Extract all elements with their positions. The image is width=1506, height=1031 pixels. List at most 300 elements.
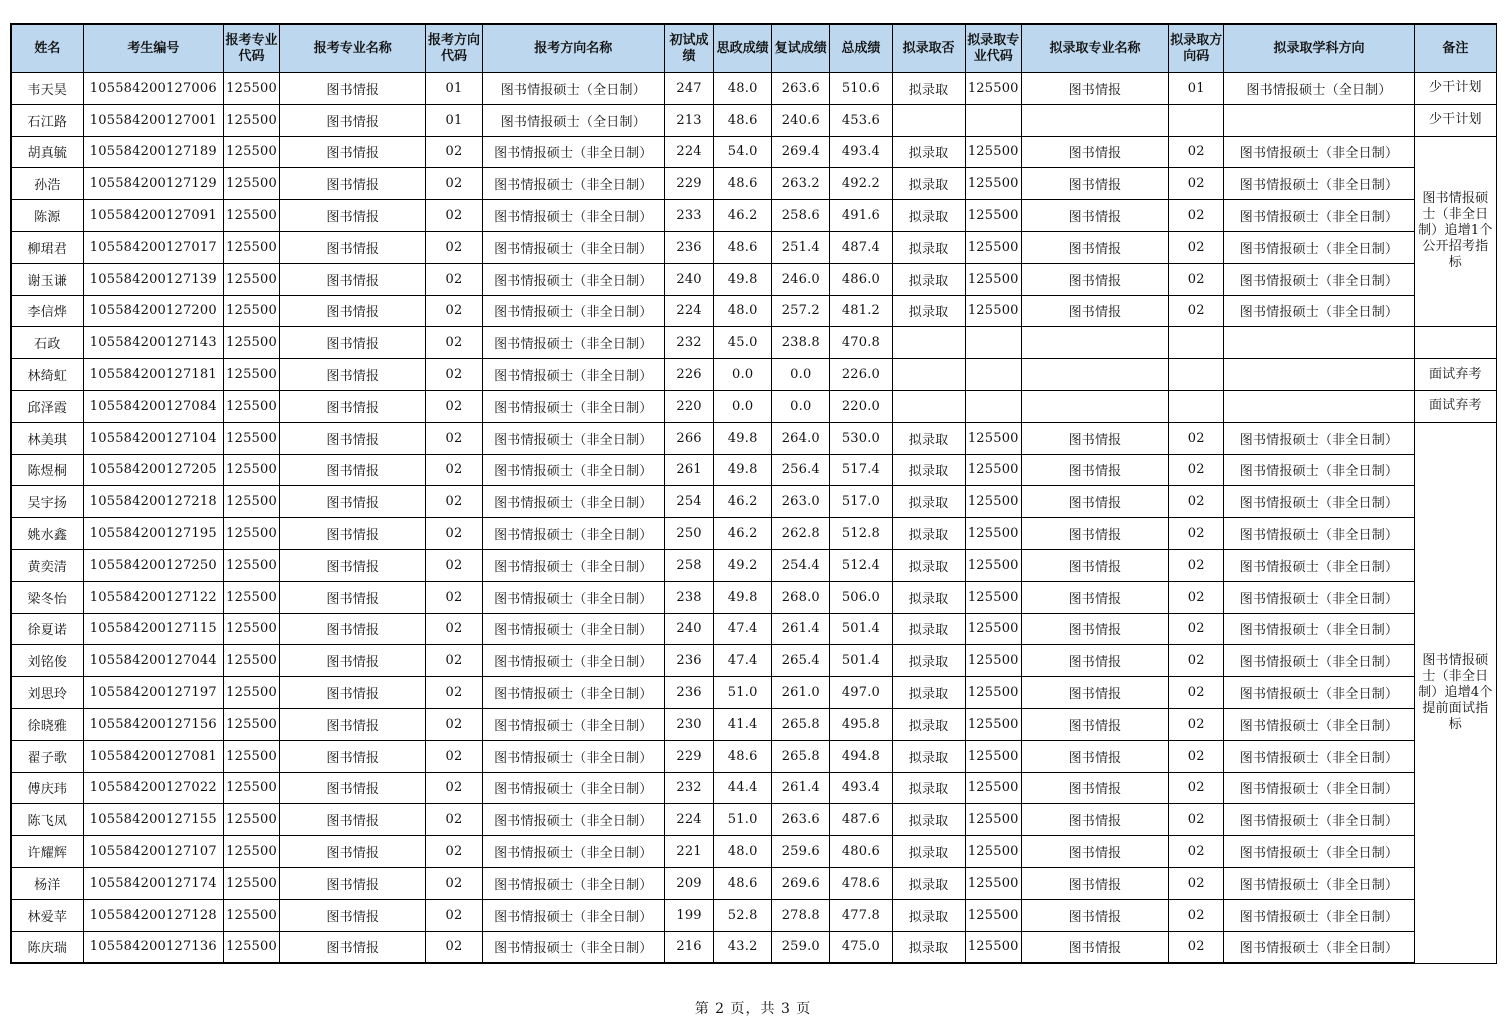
admission-status-cell: 拟录取	[892, 740, 965, 772]
total-score-cell: 497.0	[830, 677, 892, 709]
applied-direction-code-cell: 02	[426, 581, 482, 613]
applied-major-name-cell: 图书情报	[280, 200, 426, 232]
politics-score-cell: 41.4	[714, 708, 772, 740]
total-score-cell: 487.6	[830, 804, 892, 836]
politics-score-cell: 48.6	[714, 867, 772, 899]
politics-score-cell: 47.4	[714, 645, 772, 677]
admitted-major-code-cell: 125500	[965, 136, 1021, 168]
admitted-direction-code-cell: 02	[1169, 645, 1224, 677]
applied-direction-code-cell: 02	[426, 327, 482, 359]
admitted-direction-code-cell: 02	[1169, 168, 1224, 200]
applied-major-code-cell: 125500	[223, 200, 279, 232]
admission-status-cell: 拟录取	[892, 231, 965, 263]
candidate-id-cell: 105584200127091	[83, 200, 223, 232]
name-cell: 翟子歌	[11, 740, 83, 772]
candidate-id-cell: 105584200127006	[83, 73, 223, 105]
applied-direction-name-cell: 图书情报硕士（全日制）	[482, 104, 664, 136]
candidate-id-cell: 105584200127129	[83, 168, 223, 200]
retest-score-cell: 261.0	[772, 677, 830, 709]
name-cell: 韦天昊	[11, 73, 83, 105]
admitted-major-name-cell: 图书情报	[1021, 740, 1168, 772]
applied-major-code-cell: 125500	[223, 168, 279, 200]
remark-cell: 面试弃考	[1414, 359, 1496, 391]
applied-direction-name-cell: 图书情报硕士（非全日制）	[482, 422, 664, 454]
admitted-direction-cell	[1224, 390, 1414, 422]
retest-score-cell: 262.8	[772, 518, 830, 550]
admitted-major-code-cell	[965, 390, 1021, 422]
admitted-direction-cell	[1224, 327, 1414, 359]
admitted-direction-code-cell	[1169, 390, 1224, 422]
admission-status-cell: 拟录取	[892, 295, 965, 327]
politics-score-cell: 48.6	[714, 104, 772, 136]
column-header: 总成绩	[830, 24, 892, 73]
applied-direction-name-cell: 图书情报硕士（非全日制）	[482, 168, 664, 200]
applied-major-name-cell: 图书情报	[280, 740, 426, 772]
admission-status-cell: 拟录取	[892, 613, 965, 645]
applied-direction-code-cell: 02	[426, 899, 482, 931]
retest-score-cell: 246.0	[772, 263, 830, 295]
table-row	[11, 390, 1497, 422]
applied-direction-code-cell: 02	[426, 613, 482, 645]
politics-score-cell: 49.2	[714, 549, 772, 581]
candidate-id-cell: 105584200127174	[83, 867, 223, 899]
admitted-major-name-cell: 图书情报	[1021, 136, 1168, 168]
admission-status-cell	[892, 327, 965, 359]
candidate-id-cell: 105584200127156	[83, 708, 223, 740]
admitted-direction-cell: 图书情报硕士（非全日制）	[1224, 867, 1414, 899]
applied-major-code-cell: 125500	[223, 136, 279, 168]
column-header: 思政成绩	[714, 24, 772, 73]
admitted-major-code-cell: 125500	[965, 804, 1021, 836]
admitted-major-name-cell: 图书情报	[1021, 645, 1168, 677]
table-row	[11, 295, 1497, 327]
applied-direction-code-cell: 02	[426, 263, 482, 295]
applied-direction-code-cell: 02	[426, 231, 482, 263]
applied-major-name-cell: 图书情报	[280, 645, 426, 677]
candidate-id-cell: 105584200127181	[83, 359, 223, 391]
applied-direction-name-cell: 图书情报硕士（非全日制）	[482, 677, 664, 709]
admitted-major-name-cell	[1021, 104, 1168, 136]
admitted-direction-cell: 图书情报硕士（全日制）	[1224, 73, 1414, 105]
admission-table	[10, 23, 1497, 964]
admitted-direction-code-cell: 02	[1169, 231, 1224, 263]
column-header: 报考专业名称	[280, 24, 426, 73]
remark-cell: 图书情报硕士（非全日制）追增4个提前面试指标	[1414, 422, 1496, 963]
column-header: 拟录取学科方向	[1224, 24, 1414, 73]
candidate-id-cell: 105584200127189	[83, 136, 223, 168]
remark-cell	[1414, 327, 1496, 359]
admitted-major-code-cell: 125500	[965, 581, 1021, 613]
applied-direction-name-cell: 图书情报硕士（非全日制）	[482, 613, 664, 645]
initial-score-cell: 224	[665, 804, 714, 836]
admission-status-cell: 拟录取	[892, 422, 965, 454]
admitted-major-code-cell: 125500	[965, 645, 1021, 677]
applied-major-code-cell: 125500	[223, 327, 279, 359]
initial-score-cell: 209	[665, 867, 714, 899]
admitted-major-name-cell	[1021, 390, 1168, 422]
admitted-major-code-cell: 125500	[965, 931, 1021, 963]
applied-direction-name-cell: 图书情报硕士（非全日制）	[482, 645, 664, 677]
retest-score-cell: 254.4	[772, 549, 830, 581]
politics-score-cell: 49.8	[714, 422, 772, 454]
name-cell: 陈飞凤	[11, 804, 83, 836]
name-cell: 陈煜桐	[11, 454, 83, 486]
admitted-major-name-cell: 图书情报	[1021, 263, 1168, 295]
admitted-major-code-cell	[965, 327, 1021, 359]
applied-major-code-cell: 125500	[223, 486, 279, 518]
initial-score-cell: 232	[665, 327, 714, 359]
table-row	[11, 867, 1497, 899]
applied-major-name-cell: 图书情报	[280, 931, 426, 963]
initial-score-cell: 221	[665, 836, 714, 868]
politics-score-cell: 43.2	[714, 931, 772, 963]
applied-direction-name-cell: 图书情报硕士（全日制）	[482, 73, 664, 105]
applied-direction-code-cell: 02	[426, 136, 482, 168]
admission-status-cell: 拟录取	[892, 136, 965, 168]
total-score-cell: 501.4	[830, 613, 892, 645]
candidate-id-cell: 105584200127200	[83, 295, 223, 327]
admitted-major-name-cell: 图书情报	[1021, 804, 1168, 836]
admitted-direction-code-cell: 02	[1169, 581, 1224, 613]
retest-score-cell: 259.6	[772, 836, 830, 868]
initial-score-cell: 236	[665, 645, 714, 677]
applied-major-code-cell: 125500	[223, 772, 279, 804]
initial-score-cell: 232	[665, 772, 714, 804]
admitted-direction-cell: 图书情报硕士（非全日制）	[1224, 200, 1414, 232]
name-cell: 柳珺君	[11, 231, 83, 263]
admitted-direction-code-cell: 02	[1169, 867, 1224, 899]
admitted-major-code-cell: 125500	[965, 708, 1021, 740]
politics-score-cell: 0.0	[714, 390, 772, 422]
retest-score-cell: 261.4	[772, 613, 830, 645]
retest-score-cell: 0.0	[772, 390, 830, 422]
admitted-major-name-cell: 图书情报	[1021, 549, 1168, 581]
total-score-cell: 226.0	[830, 359, 892, 391]
applied-major-code-cell: 125500	[223, 931, 279, 963]
applied-major-name-cell: 图书情报	[280, 677, 426, 709]
applied-direction-name-cell: 图书情报硕士（非全日制）	[482, 454, 664, 486]
admitted-direction-cell: 图书情报硕士（非全日制）	[1224, 168, 1414, 200]
admitted-direction-code-cell: 02	[1169, 613, 1224, 645]
admitted-direction-code-cell: 02	[1169, 200, 1224, 232]
total-score-cell: 492.2	[830, 168, 892, 200]
applied-major-code-cell: 125500	[223, 454, 279, 486]
table-row	[11, 454, 1497, 486]
table-row	[11, 327, 1497, 359]
politics-score-cell: 46.2	[714, 518, 772, 550]
admitted-major-name-cell: 图书情报	[1021, 708, 1168, 740]
name-cell: 傅庆玮	[11, 772, 83, 804]
applied-major-code-cell: 125500	[223, 104, 279, 136]
initial-score-cell: 258	[665, 549, 714, 581]
retest-score-cell: 240.6	[772, 104, 830, 136]
applied-direction-name-cell: 图书情报硕士（非全日制）	[482, 327, 664, 359]
table-row	[11, 549, 1497, 581]
admission-status-cell: 拟录取	[892, 804, 965, 836]
table-row	[11, 613, 1497, 645]
applied-major-code-cell: 125500	[223, 804, 279, 836]
admitted-direction-cell: 图书情报硕士（非全日制）	[1224, 295, 1414, 327]
applied-direction-code-cell: 02	[426, 454, 482, 486]
admitted-direction-code-cell: 02	[1169, 836, 1224, 868]
initial-score-cell: 224	[665, 295, 714, 327]
admitted-direction-cell: 图书情报硕士（非全日制）	[1224, 740, 1414, 772]
applied-direction-name-cell: 图书情报硕士（非全日制）	[482, 390, 664, 422]
table-row	[11, 740, 1497, 772]
admitted-major-name-cell: 图书情报	[1021, 581, 1168, 613]
applied-major-code-cell: 125500	[223, 645, 279, 677]
applied-direction-name-cell: 图书情报硕士（非全日制）	[482, 486, 664, 518]
candidate-id-cell: 105584200127136	[83, 931, 223, 963]
column-header: 拟录取方向码	[1169, 24, 1224, 73]
applied-direction-name-cell: 图书情报硕士（非全日制）	[482, 931, 664, 963]
name-cell: 徐夏诺	[11, 613, 83, 645]
applied-direction-code-cell: 02	[426, 518, 482, 550]
admitted-direction-cell: 图书情报硕士（非全日制）	[1224, 613, 1414, 645]
admission-status-cell: 拟录取	[892, 645, 965, 677]
table-row	[11, 581, 1497, 613]
admitted-major-code-cell: 125500	[965, 231, 1021, 263]
name-cell: 陈源	[11, 200, 83, 232]
admitted-major-name-cell: 图书情报	[1021, 295, 1168, 327]
initial-score-cell: 240	[665, 263, 714, 295]
applied-major-code-cell: 125500	[223, 867, 279, 899]
initial-score-cell: 261	[665, 454, 714, 486]
admitted-direction-code-cell: 02	[1169, 263, 1224, 295]
table-body	[11, 73, 1497, 964]
admitted-major-code-cell: 125500	[965, 454, 1021, 486]
admission-status-cell: 拟录取	[892, 581, 965, 613]
admitted-major-code-cell	[965, 104, 1021, 136]
applied-direction-code-cell: 02	[426, 804, 482, 836]
admission-status-cell: 拟录取	[892, 549, 965, 581]
initial-score-cell: 238	[665, 581, 714, 613]
politics-score-cell: 0.0	[714, 359, 772, 391]
admitted-direction-code-cell: 02	[1169, 772, 1224, 804]
table-row	[11, 518, 1497, 550]
retest-score-cell: 263.2	[772, 168, 830, 200]
total-score-cell: 493.4	[830, 136, 892, 168]
admitted-major-code-cell: 125500	[965, 73, 1021, 105]
column-header: 拟录取专业名称	[1021, 24, 1168, 73]
admitted-direction-cell: 图书情报硕士（非全日制）	[1224, 486, 1414, 518]
column-header: 报考专业代码	[223, 24, 279, 73]
admitted-direction-cell: 图书情报硕士（非全日制）	[1224, 581, 1414, 613]
admission-status-cell: 拟录取	[892, 677, 965, 709]
candidate-id-cell: 105584200127128	[83, 899, 223, 931]
applied-direction-name-cell: 图书情报硕士（非全日制）	[482, 518, 664, 550]
table-row	[11, 136, 1497, 168]
column-header: 拟录取否	[892, 24, 965, 73]
table-row	[11, 168, 1497, 200]
applied-direction-code-cell: 02	[426, 677, 482, 709]
admitted-direction-code-cell: 02	[1169, 931, 1224, 963]
applied-direction-code-cell: 02	[426, 867, 482, 899]
admission-status-cell: 拟录取	[892, 836, 965, 868]
column-header: 报考方向名称	[482, 24, 664, 73]
admission-status-cell: 拟录取	[892, 772, 965, 804]
applied-direction-code-cell: 02	[426, 295, 482, 327]
applied-major-code-cell: 125500	[223, 263, 279, 295]
initial-score-cell: 216	[665, 931, 714, 963]
admitted-major-name-cell: 图书情报	[1021, 677, 1168, 709]
retest-score-cell: 263.0	[772, 486, 830, 518]
retest-score-cell: 265.4	[772, 645, 830, 677]
admitted-major-name-cell: 图书情报	[1021, 73, 1168, 105]
applied-major-name-cell: 图书情报	[280, 454, 426, 486]
admitted-direction-code-cell	[1169, 327, 1224, 359]
name-cell: 刘思玲	[11, 677, 83, 709]
total-score-cell: 220.0	[830, 390, 892, 422]
applied-direction-name-cell: 图书情报硕士（非全日制）	[482, 359, 664, 391]
applied-major-code-cell: 125500	[223, 740, 279, 772]
name-cell: 李信烨	[11, 295, 83, 327]
admission-status-cell: 拟录取	[892, 518, 965, 550]
table-row	[11, 359, 1497, 391]
name-cell: 林美琪	[11, 422, 83, 454]
admitted-major-name-cell: 图书情报	[1021, 836, 1168, 868]
candidate-id-cell: 105584200127250	[83, 549, 223, 581]
applied-major-name-cell: 图书情报	[280, 422, 426, 454]
politics-score-cell: 48.0	[714, 295, 772, 327]
admitted-direction-cell: 图书情报硕士（非全日制）	[1224, 677, 1414, 709]
total-score-cell: 493.4	[830, 772, 892, 804]
admitted-major-name-cell: 图书情报	[1021, 899, 1168, 931]
applied-direction-name-cell: 图书情报硕士（非全日制）	[482, 581, 664, 613]
candidate-id-cell: 105584200127084	[83, 390, 223, 422]
total-score-cell: 453.6	[830, 104, 892, 136]
applied-major-name-cell: 图书情报	[280, 581, 426, 613]
admitted-direction-code-cell: 02	[1169, 136, 1224, 168]
politics-score-cell: 47.4	[714, 613, 772, 645]
table-row	[11, 772, 1497, 804]
name-cell: 杨洋	[11, 867, 83, 899]
politics-score-cell: 46.2	[714, 486, 772, 518]
applied-major-code-cell: 125500	[223, 708, 279, 740]
candidate-id-cell: 105584200127218	[83, 486, 223, 518]
applied-major-code-cell: 125500	[223, 518, 279, 550]
total-score-cell: 501.4	[830, 645, 892, 677]
admitted-major-name-cell: 图书情报	[1021, 613, 1168, 645]
applied-major-name-cell: 图书情报	[280, 518, 426, 550]
applied-direction-code-cell: 02	[426, 549, 482, 581]
admitted-major-name-cell: 图书情报	[1021, 454, 1168, 486]
applied-direction-name-cell: 图书情报硕士（非全日制）	[482, 740, 664, 772]
applied-direction-name-cell: 图书情报硕士（非全日制）	[482, 772, 664, 804]
admitted-major-code-cell: 125500	[965, 295, 1021, 327]
applied-direction-code-cell: 02	[426, 168, 482, 200]
admitted-major-code-cell: 125500	[965, 867, 1021, 899]
admission-status-cell: 拟录取	[892, 263, 965, 295]
candidate-id-cell: 105584200127195	[83, 518, 223, 550]
admitted-direction-cell: 图书情报硕士（非全日制）	[1224, 804, 1414, 836]
admitted-direction-cell: 图书情报硕士（非全日制）	[1224, 645, 1414, 677]
applied-direction-code-cell: 02	[426, 836, 482, 868]
initial-score-cell: 229	[665, 740, 714, 772]
column-header: 备注	[1414, 24, 1496, 73]
candidate-id-cell: 105584200127017	[83, 231, 223, 263]
name-cell: 林爱苹	[11, 899, 83, 931]
admitted-direction-cell: 图书情报硕士（非全日制）	[1224, 454, 1414, 486]
table-row	[11, 263, 1497, 295]
applied-major-name-cell: 图书情报	[280, 136, 426, 168]
retest-score-cell: 278.8	[772, 899, 830, 931]
retest-score-cell: 268.0	[772, 581, 830, 613]
politics-score-cell: 46.2	[714, 200, 772, 232]
applied-major-name-cell: 图书情报	[280, 263, 426, 295]
initial-score-cell: 254	[665, 486, 714, 518]
applied-major-name-cell: 图书情报	[280, 231, 426, 263]
applied-major-code-cell: 125500	[223, 836, 279, 868]
politics-score-cell: 52.8	[714, 899, 772, 931]
applied-major-name-cell: 图书情报	[280, 295, 426, 327]
retest-score-cell: 238.8	[772, 327, 830, 359]
admission-status-cell	[892, 104, 965, 136]
column-header: 初试成绩	[665, 24, 714, 73]
retest-score-cell: 261.4	[772, 772, 830, 804]
name-cell: 陈庆瑞	[11, 931, 83, 963]
admitted-direction-cell: 图书情报硕士（非全日制）	[1224, 549, 1414, 581]
remark-cell: 少干计划	[1414, 104, 1496, 136]
column-header: 报考方向代码	[426, 24, 482, 73]
applied-major-code-cell: 125500	[223, 295, 279, 327]
admitted-major-name-cell: 图书情报	[1021, 772, 1168, 804]
initial-score-cell: 226	[665, 359, 714, 391]
total-score-cell: 506.0	[830, 581, 892, 613]
total-score-cell: 512.4	[830, 549, 892, 581]
admitted-direction-code-cell: 02	[1169, 549, 1224, 581]
applied-major-name-cell: 图书情报	[280, 867, 426, 899]
applied-direction-code-cell: 02	[426, 422, 482, 454]
admitted-major-code-cell: 125500	[965, 772, 1021, 804]
total-score-cell: 495.8	[830, 708, 892, 740]
initial-score-cell: 229	[665, 168, 714, 200]
admitted-direction-code-cell: 02	[1169, 422, 1224, 454]
applied-major-code-cell: 125500	[223, 677, 279, 709]
retest-score-cell: 263.6	[772, 804, 830, 836]
admitted-major-code-cell: 125500	[965, 168, 1021, 200]
column-header: 姓名	[11, 24, 83, 73]
politics-score-cell: 48.6	[714, 231, 772, 263]
admitted-direction-cell: 图书情报硕士（非全日制）	[1224, 231, 1414, 263]
name-cell: 林绮虹	[11, 359, 83, 391]
candidate-id-cell: 105584200127197	[83, 677, 223, 709]
name-cell: 谢玉谦	[11, 263, 83, 295]
candidate-id-cell: 105584200127081	[83, 740, 223, 772]
candidate-id-cell: 105584200127115	[83, 613, 223, 645]
table-row	[11, 645, 1497, 677]
initial-score-cell: 230	[665, 708, 714, 740]
admitted-direction-cell: 图书情报硕士（非全日制）	[1224, 518, 1414, 550]
applied-major-name-cell: 图书情报	[280, 168, 426, 200]
admitted-major-code-cell: 125500	[965, 263, 1021, 295]
name-cell: 梁冬怡	[11, 581, 83, 613]
retest-score-cell: 256.4	[772, 454, 830, 486]
applied-major-name-cell: 图书情报	[280, 104, 426, 136]
initial-score-cell: 250	[665, 518, 714, 550]
candidate-id-cell: 105584200127143	[83, 327, 223, 359]
retest-score-cell: 258.6	[772, 200, 830, 232]
applied-major-name-cell: 图书情报	[280, 486, 426, 518]
admitted-direction-cell	[1224, 104, 1414, 136]
retest-score-cell: 265.8	[772, 708, 830, 740]
admitted-major-code-cell	[965, 359, 1021, 391]
applied-direction-code-cell: 02	[426, 200, 482, 232]
applied-direction-name-cell: 图书情报硕士（非全日制）	[482, 708, 664, 740]
admitted-major-name-cell	[1021, 359, 1168, 391]
admitted-major-name-cell: 图书情报	[1021, 867, 1168, 899]
total-score-cell: 512.8	[830, 518, 892, 550]
